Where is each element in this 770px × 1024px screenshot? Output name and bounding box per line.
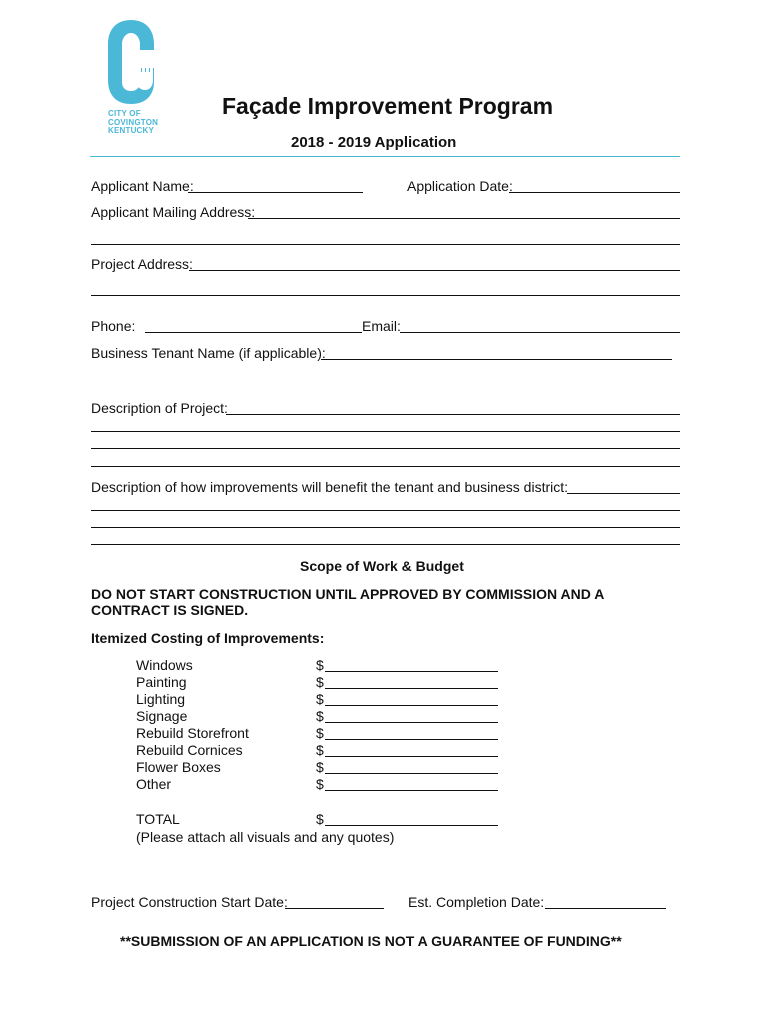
phone-field[interactable] (145, 332, 362, 333)
cost-item-field[interactable] (325, 688, 498, 689)
attach-note: (Please attach all visuals and any quotes) (136, 829, 395, 845)
start-date-field[interactable] (285, 908, 384, 909)
cost-item-label: Rebuild Storefront (136, 725, 249, 741)
page-subtitle: 2018 - 2019 Application (291, 134, 457, 151)
email-label: Email: (362, 318, 401, 334)
disclaimer: **SUBMISSION OF AN APPLICATION IS NOT A GUARANTEE OF FUNDING** (120, 933, 622, 949)
completion-date-label: Est. Completion Date: (408, 894, 545, 910)
project-address-label: Project Address: (91, 256, 193, 272)
covington-c-hand-icon (106, 18, 156, 106)
phone-label: Phone: (91, 318, 136, 334)
description-project-field-3[interactable] (91, 448, 680, 449)
cost-item-field[interactable] (325, 671, 498, 672)
cost-item-field[interactable] (325, 722, 498, 723)
cost-item-label: Windows (136, 657, 193, 673)
currency-symbol: $ (316, 776, 324, 792)
total-label: TOTAL (136, 811, 180, 827)
description-benefit-field-4[interactable] (91, 544, 680, 545)
itemized-heading: Itemized Costing of Improvements: (91, 630, 325, 646)
description-benefit-field[interactable] (567, 493, 680, 494)
total-field[interactable] (325, 825, 498, 826)
description-project-field-4[interactable] (91, 466, 680, 467)
cost-item-label: Painting (136, 674, 187, 690)
currency-symbol: $ (316, 674, 324, 690)
applicant-name-label: Applicant Name: (91, 178, 194, 194)
city-logo (106, 18, 158, 148)
cost-item-field[interactable] (325, 705, 498, 706)
email-field[interactable] (400, 332, 680, 333)
cost-item-field[interactable] (325, 739, 498, 740)
completion-date-field[interactable] (545, 908, 666, 909)
project-address-field-2[interactable] (91, 295, 680, 296)
description-benefit-field-2[interactable] (91, 510, 680, 511)
mailing-address-label: Applicant Mailing Address: (91, 204, 256, 220)
currency-symbol: $ (316, 691, 324, 707)
description-project-field[interactable] (226, 414, 680, 415)
project-address-field[interactable] (189, 270, 680, 271)
warning-line-2: CONTRACT IS SIGNED. (91, 602, 249, 618)
mailing-address-field-2[interactable] (91, 244, 680, 245)
cost-item-label: Other (136, 776, 172, 792)
currency-symbol: $ (316, 811, 324, 827)
description-project-label: Description of Project: (91, 400, 228, 416)
currency-symbol: $ (316, 725, 324, 741)
business-tenant-field[interactable] (321, 359, 672, 360)
currency-symbol: $ (316, 742, 324, 758)
currency-symbol: $ (316, 657, 324, 673)
cost-item-label: Lighting (136, 691, 186, 707)
cost-item-label: Signage (136, 708, 188, 724)
application-date-label: Application Date: (407, 178, 513, 194)
description-benefit-field-3[interactable] (91, 527, 680, 528)
cost-item-label: Flower Boxes (136, 759, 221, 775)
logo-text-line: COVINGTON (108, 117, 159, 127)
logo-text-line: CITY OF (108, 109, 141, 118)
description-project-field-2[interactable] (91, 431, 680, 432)
application-date-field[interactable] (509, 192, 680, 193)
start-date-label: Project Construction Start Date: (91, 894, 288, 910)
cost-item-label: Rebuild Cornices (136, 742, 243, 758)
currency-symbol: $ (316, 759, 324, 775)
currency-symbol: $ (316, 708, 324, 724)
applicant-name-field[interactable] (188, 192, 363, 193)
warning-line-1: DO NOT START CONSTRUCTION UNTIL APPROVED BY COMMISSION AND A (91, 586, 605, 602)
cost-item-field[interactable] (325, 773, 498, 774)
scope-heading: Scope of Work & Budget (300, 558, 464, 574)
cost-item-field[interactable] (325, 790, 498, 791)
header-divider (90, 156, 680, 157)
cost-item-field[interactable] (325, 756, 498, 757)
description-benefit-label: Description of how improvements will benefit the tenant and business district: (91, 479, 569, 495)
logo-text-line: KENTUCKY (108, 126, 155, 135)
business-tenant-label: Business Tenant Name (if applicable): (91, 345, 326, 361)
page-title: Façade Improvement Program (222, 93, 554, 119)
mailing-address-field[interactable] (248, 218, 680, 219)
